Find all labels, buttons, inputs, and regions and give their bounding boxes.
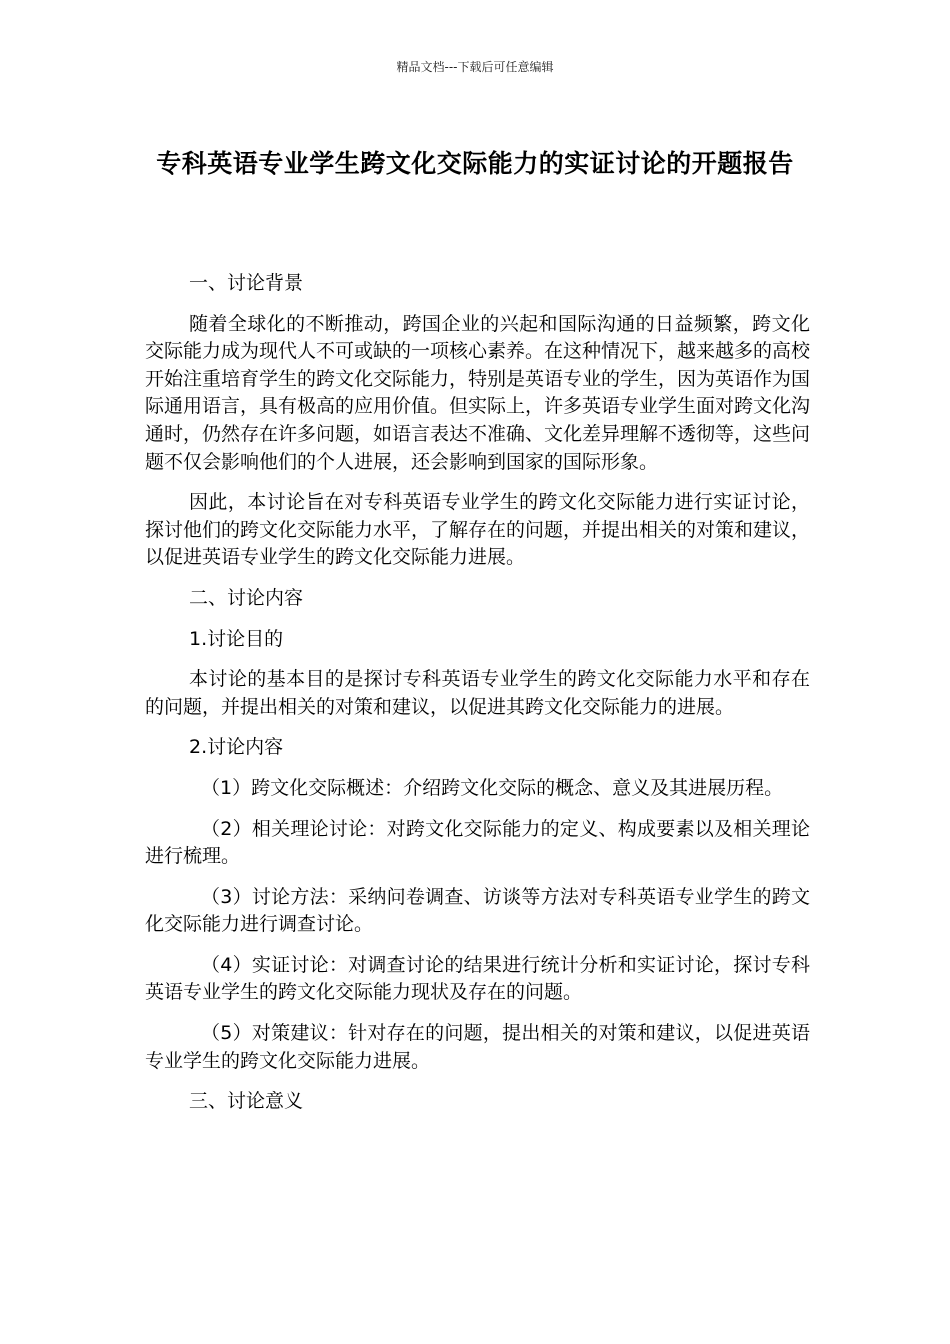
paragraph-background-2: 因此，本讨论旨在对专科英语专业学生的跨文化交际能力进行实证讨论，探讨他们的跨文化交际能力水平，了解存在的问题，并提出相关的对策和建议，以促进英语专业学生的跨文化交际能力进展。 — [145, 491, 811, 569]
paragraph-purpose: 本讨论的基本目的是探讨专科英语专业学生的跨文化交际能力水平和存在的问题，并提出相关的对策和建议，以促进其跨文化交际能力的进展。 — [145, 668, 810, 718]
paragraph-background-1: 随着全球化的不断推动，跨国企业的兴起和国际沟通的日益频繁，跨文化交际能力成为现代人不可或缺的一项核心素养。在这种情况下，越来越多的高校开始注重培育学生的跨文化交际能力，特别是英语专业的学生，因为英语作为国际通用语言，具有极高的应用价值。但实际上，许多英语专业学生面对跨文化沟通时，仍然存在许多问题，如语言表达不准确、文化差异理解不透彻等，这些问题不仅会影响他们的个人进展，还会影响到国家的国际形象。 — [145, 312, 811, 473]
list-item-4: （4）实证讨论：对调查讨论的结果进行统计分析和实证讨论，探讨专科英语专业学生的跨文化交际能力现状及存在的问题。 — [145, 953, 810, 1004]
list-item-1: （1）跨文化交际概述：介绍跨文化交际的概念、意义及其进展历程。 — [201, 776, 784, 799]
subheading-purpose: 1.讨论目的 — [189, 627, 284, 650]
subheading-content: 2.讨论内容 — [189, 736, 284, 759]
section-heading-significance: 三、讨论意义 — [189, 1090, 304, 1113]
page-header: 精品文档---下载后可任意编辑 — [396, 60, 554, 74]
list-item-2: （2）相关理论讨论：对跨文化交际能力的定义、构成要素以及相关理论进行梳理。 — [145, 817, 810, 868]
list-item-5: （5）对策建议：针对存在的问题，提出相关的对策和建议，以促进英语专业学生的跨文化交际能力进展。 — [145, 1022, 810, 1072]
section-heading-background: 一、讨论背景 — [189, 272, 304, 294]
document-body — [145, 270, 810, 1129]
list-item-3: （3）讨论方法：采纳问卷调查、访谈等方法对专科英语专业学生的跨文化交际能力进行调查讨论。 — [145, 885, 810, 936]
section-heading-content: 二、讨论内容 — [189, 586, 304, 609]
document-title: 专科英语专业学生跨文化交际能力的实证讨论的开题报告 — [156, 149, 794, 178]
